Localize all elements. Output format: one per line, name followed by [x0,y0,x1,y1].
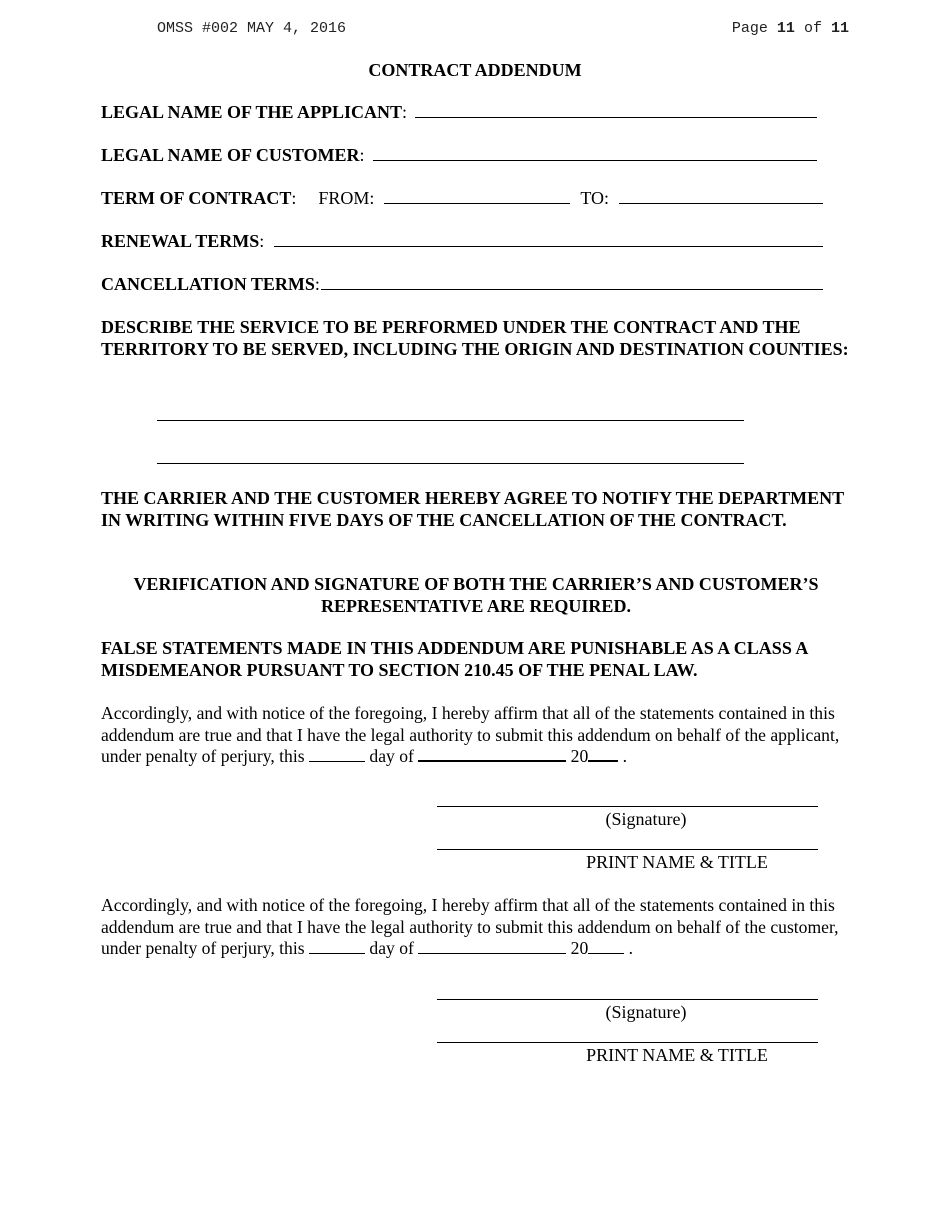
affirmation-customer [101,895,853,960]
applicant-name-label: LEGAL NAME OF THE APPLICANT [101,102,403,122]
service-description-line-2[interactable] [157,463,744,464]
term-from-field[interactable] [384,189,570,204]
affirmation-applicant [101,703,853,768]
colon: : [359,145,365,165]
term-from-label: FROM: [318,188,375,208]
service-description-line-1[interactable] [157,420,744,421]
applicant-month-field[interactable] [418,746,566,762]
cancellation-field[interactable] [321,275,823,290]
period: . [628,938,634,958]
customer-year-field[interactable] [588,939,624,954]
term-label: TERM OF CONTRACT [101,188,292,208]
customer-signature-label: (Signature) [605,1002,687,1022]
applicant-year-field[interactable] [588,746,618,762]
affirmation-customer-text: Accordingly, and with notice of the foregoing, I hereby affirm that all of the statements contained in this addendum are true and that I have the legal authority to submit this addendum on behalf of the customer, under penalty of perjury, this [101,895,839,958]
day-of-text: day of [369,746,414,766]
customer-print-name-line[interactable] [437,1042,818,1043]
customer-name-field[interactable] [373,146,817,161]
term-row [101,188,823,209]
cancellation-label: CANCELLATION TERMS [101,274,315,294]
year-prefix: 20 [570,938,589,958]
renewal-label: RENEWAL TERMS [101,231,260,251]
colon: : [259,231,265,251]
page-of: of [803,20,822,37]
customer-name-row [101,145,823,166]
applicant-day-field[interactable] [309,747,365,762]
form-id: OMSS #002 MAY 4, 2016 [157,20,347,37]
page-current: 11 [776,20,795,37]
affirmation-applicant-text: Accordingly, and with notice of the foregoing, I hereby affirm that all of the statements contained in this addendum are true and that I have the legal authority to submit this addendum on behalf of the applicant, under penalty of perjury, this [101,703,840,766]
renewal-field[interactable] [274,232,823,247]
applicant-signature-line[interactable] [437,806,818,807]
renewal-row [101,231,823,252]
customer-name-label: LEGAL NAME OF CUSTOMER [101,145,360,165]
describe-service-heading: DESCRIBE THE SERVICE TO BE PERFORMED UNDER THE CONTRACT AND THE TERRITORY TO BE SERVED, INCLUDING THE ORIGIN AND DESTINATION COUNTIES: [101,317,849,359]
notify-notice: THE CARRIER AND THE CUSTOMER HEREBY AGREE TO NOTIFY THE DEPARTMENT IN WRITING WITHIN FIVE DAYS OF THE CANCELLATION OF THE CONTRACT. [101,488,844,530]
term-to-field[interactable] [619,189,823,204]
cancellation-row [101,274,823,295]
colon: : [314,274,320,294]
year-prefix: 20 [570,746,589,766]
applicant-signature-label: (Signature) [605,809,687,829]
page-total: 11 [830,20,849,37]
customer-month-field[interactable] [418,939,566,954]
false-statements-notice: FALSE STATEMENTS MADE IN THIS ADDENDUM ARE PUNISHABLE AS A CLASS A MISDEMEANOR PURSUANT TO SECTION 210.45 OF THE PENAL LAW. [101,638,808,680]
page-title: CONTRACT ADDENDUM [368,60,582,80]
verification-notice: VERIFICATION AND SIGNATURE OF BOTH THE CARRIER’S AND CUSTOMER’S REPRESENTATIVE ARE REQUIRED. [133,574,819,616]
customer-day-field[interactable] [309,939,365,954]
applicant-name-row [101,102,823,123]
applicant-print-name-label: PRINT NAME & TITLE [586,852,768,872]
customer-print-name-label: PRINT NAME & TITLE [586,1045,768,1065]
page-word: Page [731,20,768,37]
applicant-print-name-line[interactable] [437,849,818,850]
customer-signature-line[interactable] [437,999,818,1000]
term-to-label: TO: [580,188,610,208]
period: . [622,746,628,766]
page-indicator [732,20,849,37]
colon: : [402,102,408,122]
applicant-name-field[interactable] [415,103,817,118]
day-of-text: day of [369,938,414,958]
colon: : [291,188,297,208]
